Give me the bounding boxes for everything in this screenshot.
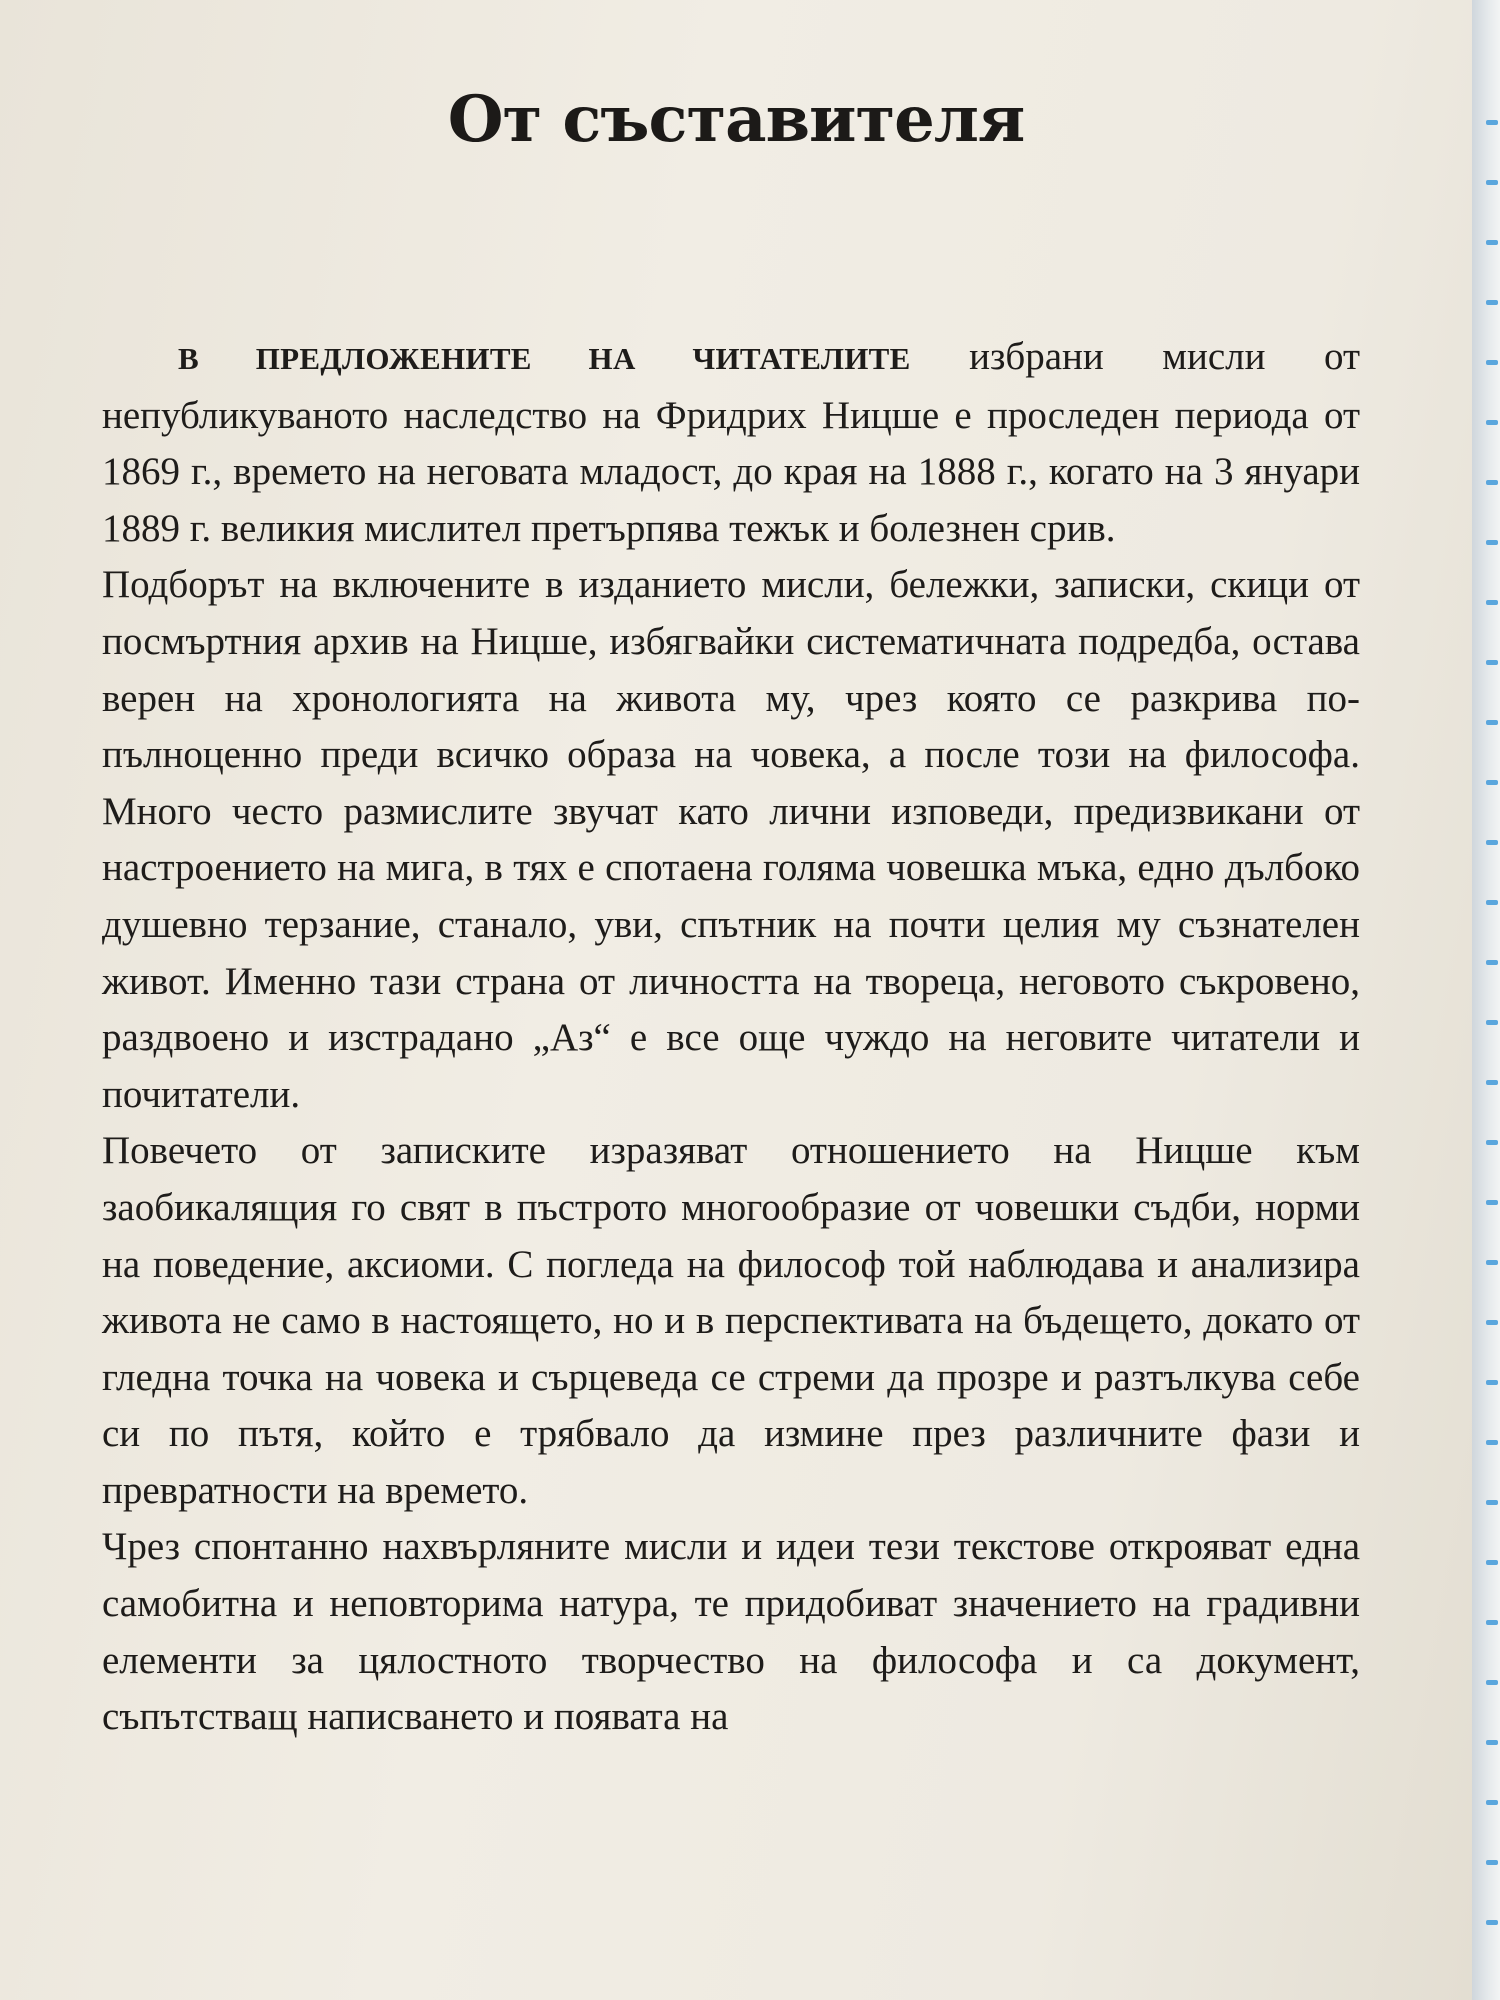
- paragraph-3: Повечето от записките изразяват отношението на Ницше към заобикалящия го свят в пъстрото многообразие от човешки съдби, норми на поведение, аксиоми. С погледа на философ той наблюдава и анализира живота не само в настоящето, но и в перспективата на бъдещето, докато от гледна точка на човека и сърцеведа се стреми да прозре и разтълкува себе си по пътя, който е трябвало да измине през различните фази и превратности на времето.: [102, 1129, 1360, 1512]
- edge-mark: [1486, 1200, 1498, 1205]
- edge-mark: [1486, 1740, 1498, 1745]
- paragraph-4: Чрез спонтанно нахвърляните мисли и идеи тези текстове открояват една самобитна и неповторима натура, те придобиват значението на градивни елементи за цялостното творчество на философа и са документ, съпътстващ написването и появата на: [102, 1525, 1360, 1739]
- edge-mark: [1486, 120, 1498, 125]
- edge-mark: [1486, 1320, 1498, 1325]
- edge-mark: [1486, 900, 1498, 905]
- edge-mark: [1486, 1920, 1498, 1925]
- edge-mark: [1486, 720, 1498, 725]
- edge-mark: [1486, 1560, 1498, 1565]
- edge-mark: [1486, 1440, 1498, 1445]
- edge-mark: [1486, 1800, 1498, 1805]
- edge-mark: [1486, 300, 1498, 305]
- edge-mark: [1486, 1500, 1498, 1505]
- edge-mark: [1486, 1620, 1498, 1625]
- edge-mark: [1486, 480, 1498, 485]
- notebook-edge: [1472, 0, 1500, 2000]
- edge-mark: [1486, 1080, 1498, 1085]
- edge-mark: [1486, 360, 1498, 365]
- paragraph-2: Подборът на включените в изданието мисли, бележки, записки, скици от посмъртния архив на Ницше, избягвайки систематичната подредба, остава верен на хронологията на живота му, чрез която се разкрива по-пълноценно преди всичко образа на човека, а после този на философа. Много често размислите звучат като лични изповеди, предизвикани от настроението на мига, в тях е спотаена голяма човешка мъка, едно дълбоко душевно терзание, станало, уви, спътник на почти целия му съзнателен живот. Именно тази страна от личността на твореца, неговото съкровено, раздвоено и изстрадано „Аз“ е все още чуждо на неговите читатели и почитатели.: [102, 563, 1360, 1116]
- edge-mark: [1486, 1860, 1498, 1865]
- edge-mark: [1486, 780, 1498, 785]
- edge-mark: [1486, 420, 1498, 425]
- edge-mark: [1486, 180, 1498, 185]
- edge-mark: [1486, 240, 1498, 245]
- edge-mark: [1486, 840, 1498, 845]
- body-text: [102, 329, 1360, 1746]
- paragraph-1-text: избрани мисли от непубликуваното наследство на Фридрих Ницше е проследен периода от 1869 г., времето на неговата младост, до края на 1888 г., когато на 3 януари 1889 г. великия мислител претърпява тежък и болезнен срив.: [102, 335, 1360, 550]
- lead-in: В ПРЕДЛОЖЕНИТЕ НА ЧИТАТЕЛИТЕ: [178, 341, 911, 376]
- edge-mark: [1486, 600, 1498, 605]
- edge-mark: [1486, 1020, 1498, 1025]
- edge-mark: [1486, 1680, 1498, 1685]
- edge-mark: [1486, 1140, 1498, 1145]
- edge-mark: [1486, 660, 1498, 665]
- edge-mark: [1486, 960, 1498, 965]
- edge-mark: [1486, 1380, 1498, 1385]
- edge-mark: [1486, 540, 1498, 545]
- edge-mark: [1486, 1260, 1498, 1265]
- page-title: От съставителя: [447, 82, 1025, 157]
- paragraph-1: [102, 329, 1360, 557]
